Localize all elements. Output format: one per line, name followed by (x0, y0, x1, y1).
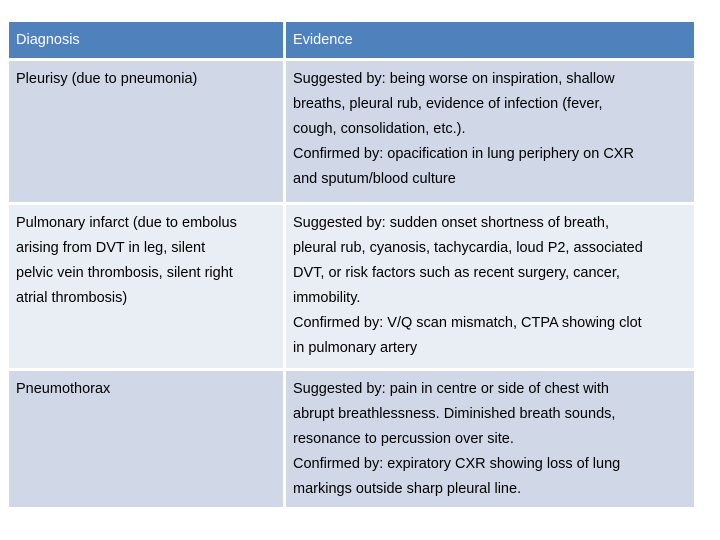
evidence-line: Suggested by: pain in centre or side of chest with (293, 381, 609, 397)
evidence-line: Confirmed by: expiratory CXR showing loss of lung (293, 456, 621, 472)
diagnosis-cell (9, 61, 286, 202)
evidence-line: in pulmonary artery (293, 340, 418, 356)
diagnosis-line: Pneumothorax (16, 381, 111, 397)
evidence-line: DVT, or risk factors such as recent surgery, cancer, (293, 265, 620, 281)
table-row (9, 371, 694, 510)
evidence-line: immobility. (293, 290, 361, 306)
evidence-line: resonance to percussion over site. (293, 431, 514, 447)
table-header-row (9, 22, 694, 61)
evidence-line: and sputum/blood culture (293, 171, 456, 187)
diagnosis-cell (9, 371, 286, 507)
evidence-cell (286, 371, 694, 507)
evidence-cell (286, 205, 694, 368)
evidence-line: Confirmed by: opacification in lung periphery on CXR (293, 146, 634, 162)
evidence-cell (286, 61, 694, 202)
diagnosis-cell (9, 205, 286, 368)
header-evidence: Evidence (286, 22, 694, 58)
diagnosis-line: Pleurisy (due to pneumonia) (16, 71, 198, 87)
evidence-line: abrupt breathlessness. Diminished breath sounds, (293, 406, 616, 422)
diagnosis-line: atrial thrombosis) (16, 290, 128, 306)
table-row (9, 61, 694, 205)
table-row (9, 205, 694, 371)
evidence-line: cough, consolidation, etc.). (293, 121, 466, 137)
diagnosis-line: pelvic vein thrombosis, silent right (16, 265, 233, 281)
diagnosis-evidence-table (9, 22, 694, 510)
evidence-line: markings outside sharp pleural line. (293, 481, 522, 497)
diagnosis-line: Pulmonary infarct (due to embolus (16, 215, 237, 231)
header-diagnosis: Diagnosis (9, 22, 286, 58)
evidence-line: Suggested by: being worse on inspiration, shallow (293, 71, 615, 87)
evidence-line: pleural rub, cyanosis, tachycardia, loud P2, associated (293, 240, 643, 256)
diagnosis-line: arising from DVT in leg, silent (16, 240, 206, 256)
evidence-line: breaths, pleural rub, evidence of infection (fever, (293, 96, 603, 112)
evidence-line: Suggested by: sudden onset shortness of breath, (293, 215, 609, 231)
evidence-line: Confirmed by: V/Q scan mismatch, CTPA showing clot (293, 315, 642, 331)
